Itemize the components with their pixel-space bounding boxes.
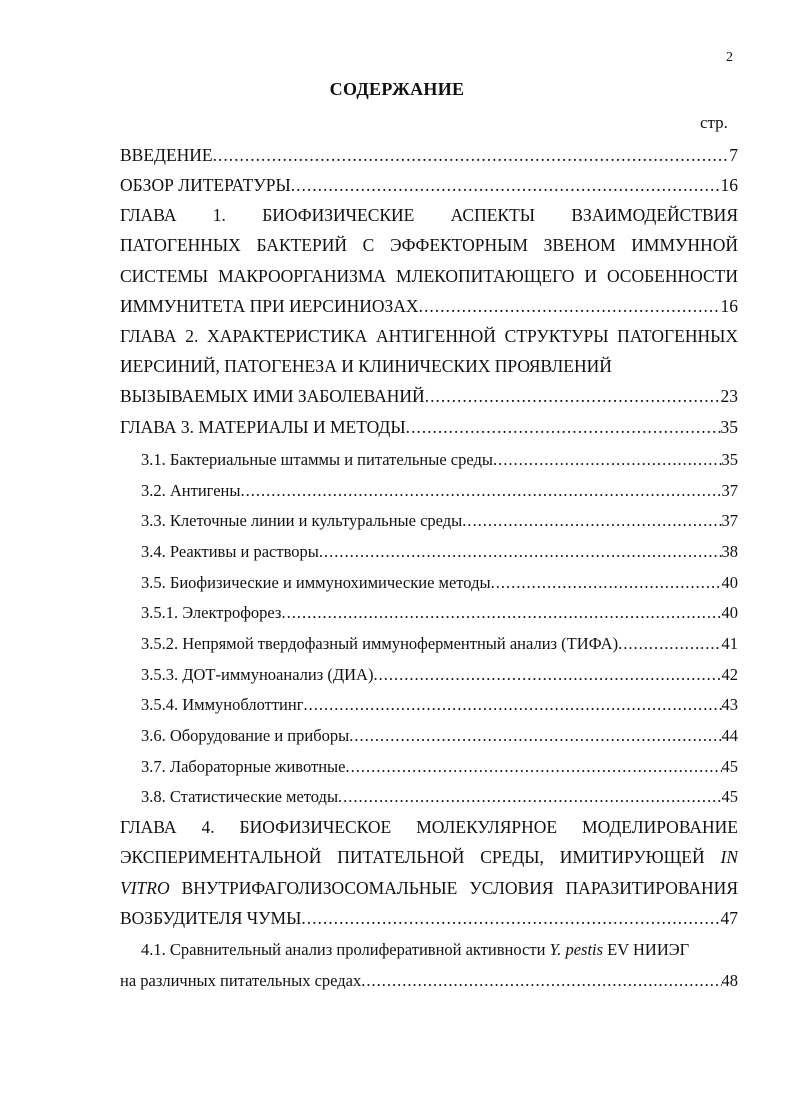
toc-entry-3-5-3[interactable] (141, 665, 738, 685)
toc-entry-page: 43 (721, 695, 738, 714)
toc-entry-page: 41 (721, 634, 738, 653)
toc-chapter4-line2-italic: IN (720, 847, 738, 867)
toc-entry-text: 3.2. Антигены (141, 481, 241, 500)
toc-entry-page: 44 (721, 726, 738, 745)
toc-entry-text: ВЫЗЫВАЕМЫХ ИМИ ЗАБОЛЕВАНИЙ (120, 386, 425, 406)
toc-entry-chapter4[interactable] (120, 908, 738, 928)
toc-entry-page: 35 (720, 417, 738, 437)
toc-entry-text: ВОЗБУДИТЕЛЯ ЧУМЫ (120, 908, 302, 928)
toc-entry-text: 3.3. Клеточные линии и культуральные среды (141, 511, 463, 530)
toc-4-1-italic: Y. pestis (549, 940, 604, 959)
toc-entry-chapter3[interactable] (120, 417, 738, 437)
toc-entry-page: 37 (721, 481, 738, 500)
toc-entry-text: на различных питательных средах (120, 971, 362, 990)
toc-entry-page: 40 (721, 603, 738, 622)
toc-entry-page: 23 (720, 386, 738, 406)
toc-entry-page: 35 (721, 450, 738, 469)
page-number: 2 (726, 50, 733, 65)
toc-entry-3-2[interactable] (141, 481, 738, 501)
toc-entry-text: 3.6. Оборудование и приборы (141, 726, 350, 745)
toc-entry-text: 3.5. Биофизические и иммунохимические методы (141, 573, 491, 592)
toc-entry-page: 47 (720, 908, 738, 928)
toc-chapter1-line2: ПАТОГЕННЫХ БАКТЕРИЙ С ЭФФЕКТОРНЫМ ЗВЕНОМ ИММУННОЙ (120, 235, 738, 255)
toc-entry-text: ОБЗОР ЛИТЕРАТУРЫ (120, 175, 291, 195)
toc-entry-3-5-4[interactable] (141, 695, 738, 715)
toc-entry-3-7[interactable] (141, 757, 738, 777)
toc-entry-page: 16 (720, 175, 738, 195)
toc-chapter4-line2-text: ЭКСПЕРИМЕНТАЛЬНОЙ ПИТАТЕЛЬНОЙ СРЕДЫ, ИМИТИРУЮЩЕЙ (120, 847, 721, 867)
toc-entry-introduction[interactable] (120, 145, 738, 165)
toc-4-1-text-post: EV НИИЭГ (603, 940, 690, 959)
toc-entry-text: ИММУНИТЕТА ПРИ ИЕРСИНИОЗАХ (120, 296, 419, 316)
toc-entry-4-1[interactable] (120, 971, 738, 991)
toc-entry-3-3[interactable] (141, 511, 738, 531)
page-title: СОДЕРЖАНИЕ (329, 79, 465, 99)
toc-chapter4-line2 (120, 847, 738, 867)
toc-chapter1-line1: ГЛАВА 1. БИОФИЗИЧЕСКИЕ АСПЕКТЫ ВЗАИМОДЕЙСТВИЯ (120, 205, 738, 225)
toc-entry-chapter1[interactable] (120, 296, 738, 316)
toc-entry-3-6[interactable] (141, 726, 738, 746)
toc-entry-text: ВВЕДЕНИЕ (120, 145, 213, 165)
toc-entry-page: 42 (721, 665, 738, 684)
toc-4-1-text: 4.1. Сравнительный анализ пролиферативной активности (141, 940, 550, 959)
toc-entry-3-5[interactable] (141, 573, 738, 593)
toc-entry-chapter2[interactable] (120, 386, 738, 406)
toc-chapter2-line2: ИЕРСИНИЙ, ПАТОГЕНЕЗА И КЛИНИЧЕСКИХ ПРОЯВЛЕНИЙ (120, 356, 612, 376)
page-column-label: стр. (700, 113, 728, 132)
toc-entry-3-5-2[interactable] (141, 634, 738, 654)
toc-entry-page: 45 (721, 787, 738, 806)
toc-entry-page: 38 (721, 542, 738, 561)
toc-entry-literature-review[interactable] (120, 175, 738, 195)
toc-entry-3-1[interactable] (141, 450, 738, 470)
toc-entry-text: 3.4. Реактивы и растворы (141, 542, 319, 561)
toc-entry-page: 16 (720, 296, 738, 316)
toc-chapter4-line3 (120, 878, 738, 898)
toc-entry-page: 40 (721, 573, 738, 592)
toc-entry-text: 3.5.3. ДОТ-иммуноанализ (ДИА) (141, 665, 374, 684)
toc-entry-3-8[interactable] (141, 787, 738, 807)
toc-entry-page: 45 (721, 757, 738, 776)
toc-entry-text: ГЛАВА 3. МАТЕРИАЛЫ И МЕТОДЫ (120, 417, 406, 437)
toc-entry-3-5-1[interactable] (141, 603, 738, 623)
toc-entry-text: 3.5.4. Иммуноблоттинг (141, 695, 304, 714)
toc-chapter4-line3-italic: VITRO (120, 878, 170, 898)
toc-entry-text: 3.5.2. Непрямой твердофазный иммуноферментный анализ (ТИФА) (141, 634, 619, 653)
toc-entry-text: 3.5.1. Электрофорез (141, 603, 282, 622)
toc-entry-text: 3.8. Статистические методы (141, 787, 339, 806)
toc-entry-text: 3.7. Лабораторные животные (141, 757, 346, 776)
toc-entry-page: 48 (721, 971, 738, 990)
toc-4-1-line1 (141, 940, 738, 960)
toc-entry-3-4[interactable] (141, 542, 738, 562)
toc-chapter1-line3: СИСТЕМЫ МАКРООРГАНИЗМА МЛЕКОПИТАЮЩЕГО И ОСОБЕННОСТИ (120, 266, 738, 286)
toc-chapter4-line1: ГЛАВА 4. БИОФИЗИЧЕСКОЕ МОЛЕКУЛЯРНОЕ МОДЕЛИРОВАНИЕ (120, 817, 738, 837)
toc-entry-page: 37 (721, 511, 738, 530)
toc-entry-page: 7 (729, 145, 738, 165)
toc-entry-text: 3.1. Бактериальные штаммы и питательные среды (141, 450, 493, 469)
toc-chapter2-line1: ГЛАВА 2. ХАРАКТЕРИСТИКА АНТИГЕННОЙ СТРУКТУРЫ ПАТОГЕННЫХ (120, 326, 738, 346)
toc-chapter4-line3-text: ВНУТРИФАГОЛИЗОСОМАЛЬНЫЕ УСЛОВИЯ ПАРАЗИТИРОВАНИЯ (169, 878, 738, 898)
